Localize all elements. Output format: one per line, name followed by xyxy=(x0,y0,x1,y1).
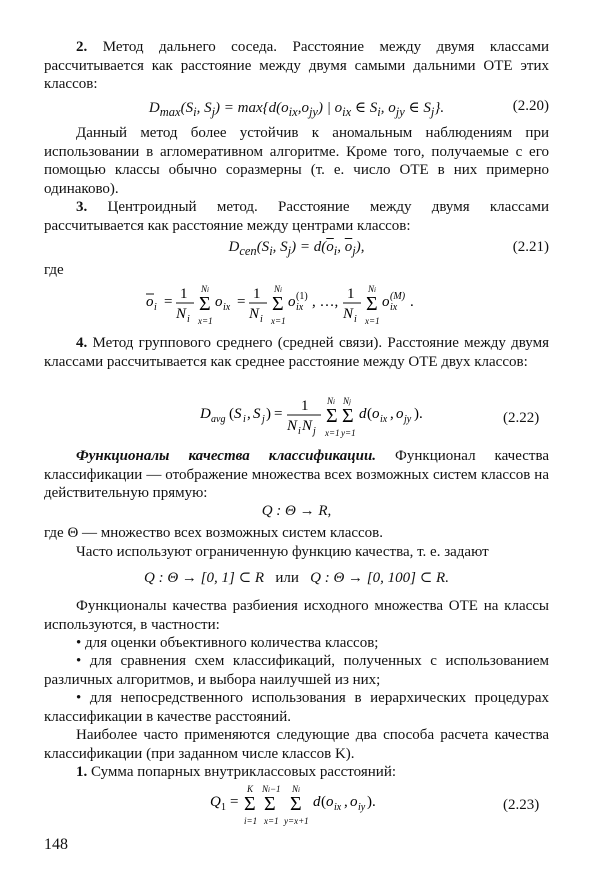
svg-text:Σ: Σ xyxy=(342,405,354,427)
svg-text:x=1: x=1 xyxy=(198,316,213,326)
svg-text:x=1: x=1 xyxy=(325,428,340,438)
equation-2-20 xyxy=(44,95,549,121)
bullet-text: • для сравнения схем классификаций, полученных с использованием различных алгоритмов, и выбора наилучшей из них; xyxy=(44,653,549,688)
svg-text:o: o xyxy=(215,294,223,310)
svg-text:N: N xyxy=(287,418,298,434)
item-number: 4. xyxy=(76,335,88,351)
equation-number: (2.20) xyxy=(512,98,549,114)
svg-text:S: S xyxy=(234,406,242,422)
svg-text:,: , xyxy=(344,794,348,810)
page-number: 148 xyxy=(44,836,68,853)
svg-text:S: S xyxy=(253,406,261,422)
svg-text:o: o xyxy=(396,406,404,422)
bullet-item xyxy=(44,634,549,653)
paragraph-text: Сумма попарных внутриклассовых расстояний: xyxy=(91,764,397,780)
svg-text:Ni: Ni xyxy=(201,284,209,294)
paragraph-text: Метод дальнего соседа. Расстояние между двумя классами рассчитывается как расстояние между двумя самыми дальними ОТЕ этих классов: xyxy=(44,39,549,92)
svg-text:N: N xyxy=(249,306,260,322)
svg-text:o: o xyxy=(146,294,154,310)
svg-text:N: N xyxy=(302,418,313,434)
paragraph-centroid xyxy=(44,198,549,235)
svg-text:avg: avg xyxy=(211,414,226,425)
paragraph-sum-distances xyxy=(44,763,549,782)
svg-text:x=1: x=1 xyxy=(271,316,286,326)
svg-text:Ni: Ni xyxy=(274,284,282,294)
svg-text:i: i xyxy=(154,302,157,313)
paragraph-quality-functionals xyxy=(44,447,549,503)
equation-2-21 xyxy=(44,236,549,262)
svg-text:o: o xyxy=(288,294,296,310)
paragraph-stability xyxy=(44,124,549,198)
svg-text:x=1: x=1 xyxy=(365,316,380,326)
svg-text:jy: jy xyxy=(404,414,412,425)
svg-text:Σ: Σ xyxy=(199,293,211,315)
svg-text:iy: iy xyxy=(358,802,366,813)
svg-text:K: K xyxy=(247,784,254,794)
bullet-item xyxy=(44,689,549,726)
svg-text:d: d xyxy=(313,794,321,810)
bullet-text: • для непосредственного использования в иерархических процедурах классификации в качестве расстояний. xyxy=(44,690,549,725)
equation-body: Q : Θ → R, xyxy=(261,503,332,519)
equation-2-22-body xyxy=(200,394,440,446)
svg-text:): ) xyxy=(266,406,271,422)
svg-text:,: , xyxy=(390,406,394,422)
paragraph-text: где Θ — множество всех возможных систем классов. xyxy=(44,525,384,541)
svg-text:Σ: Σ xyxy=(290,793,302,815)
svg-text:=: = xyxy=(237,294,246,310)
section-heading: Функционалы качества классификации. xyxy=(76,448,377,464)
svg-text:, …,: , …, xyxy=(312,294,339,310)
equation-centroid-definition xyxy=(140,282,470,336)
paragraph-text: Метод группового среднего (средней связи). Расстояние между двумя классами рассчитывается как среднее расстояние между ОТЕ двух классов: xyxy=(44,335,550,370)
svg-text:N: N xyxy=(176,306,187,322)
svg-text:ix: ix xyxy=(334,802,342,813)
svg-text:=: = xyxy=(274,406,283,422)
svg-text:,: , xyxy=(247,406,251,422)
svg-text:y=1: y=1 xyxy=(341,428,356,438)
svg-text:1: 1 xyxy=(253,286,261,302)
svg-text:1: 1 xyxy=(180,286,188,302)
bullet-text: • для оценки объективного количества классов; xyxy=(76,635,379,651)
paragraph-text: Функционал качества классификации — отображение множества всех возможных систем классов на действительную прямую: xyxy=(44,448,549,501)
svg-text:1: 1 xyxy=(221,802,226,813)
paragraph-methods xyxy=(44,726,549,763)
svg-text:Σ: Σ xyxy=(326,405,338,427)
svg-text:Σ: Σ xyxy=(264,793,276,815)
svg-text:N: N xyxy=(343,306,354,322)
svg-text:i: i xyxy=(298,426,301,437)
paragraph-far-neighbor xyxy=(44,38,549,94)
item-number: 3. xyxy=(76,199,88,215)
svg-text:j: j xyxy=(313,426,316,437)
svg-text:o: o xyxy=(382,294,390,310)
svg-text:=: = xyxy=(164,294,173,310)
svg-text:Σ: Σ xyxy=(272,293,284,315)
svg-text:Ni: Ni xyxy=(327,396,335,406)
paragraph-theta xyxy=(44,524,549,543)
svg-text:Σ: Σ xyxy=(366,293,378,315)
svg-text:ix: ix xyxy=(380,414,388,425)
svg-text:Nj: Nj xyxy=(343,396,351,406)
svg-text:o: o xyxy=(326,794,334,810)
equation-q-bounded xyxy=(44,565,549,591)
svg-text:i: i xyxy=(354,314,357,325)
svg-text:Q: Q xyxy=(210,794,221,810)
svg-text:Ni−1: Ni−1 xyxy=(262,784,281,794)
svg-text:(M): (M) xyxy=(390,291,406,302)
paragraph-text: Центроидный метод. Расстояние между двумя классами рассчитывается как расстояние между центрами классов: xyxy=(44,199,549,234)
equation-body: Q : Θ → [0, 1] ⊂ R или Q : Θ → [0, 100] ⊂ R. xyxy=(144,570,449,586)
label-where: где xyxy=(44,262,64,278)
paragraph-text: Наиболее часто применяются следующие два способа расчета качества классификации (при заданном числе классов K). xyxy=(44,727,549,762)
svg-text:ix: ix xyxy=(390,302,398,313)
svg-text:j: j xyxy=(262,414,265,425)
paragraph-usage xyxy=(44,597,549,634)
item-number: 1. xyxy=(76,764,88,780)
svg-text:Σ: Σ xyxy=(244,793,256,815)
svg-text:.: . xyxy=(410,294,414,310)
svg-text:i: i xyxy=(260,314,263,325)
svg-text:1: 1 xyxy=(301,398,309,414)
equation-number: (2.21) xyxy=(512,239,549,255)
paragraph-text: Данный метод более устойчив к аномальным наблюдениям при использовании в агломеративном алгоритме. Кроме того, получаемые с его помощью классы обычно соразмерны (т. е. число ОТЕ в них примерно одинаково). xyxy=(44,125,549,197)
equation-body: $D_{cen}(S_i$, $S_j) = d(\overline{o}_i$, $\overline{o}_j$), xyxy=(228,239,365,258)
equation-number: (2.23) xyxy=(503,797,540,813)
paragraph-group-average xyxy=(44,334,549,371)
equation-2-23-body xyxy=(210,782,430,832)
svg-text:i=1: i=1 xyxy=(244,816,258,826)
svg-text:(: ( xyxy=(367,406,372,422)
svg-text:i: i xyxy=(187,314,190,325)
svg-text:ix: ix xyxy=(296,302,304,313)
svg-text:Ni: Ni xyxy=(292,784,300,794)
svg-text:i: i xyxy=(243,414,246,425)
paragraph-bounded xyxy=(44,543,549,562)
svg-text:D: D xyxy=(200,406,211,422)
equation-number: (2.22) xyxy=(503,410,540,426)
svg-text:1: 1 xyxy=(347,286,355,302)
svg-text:).: ). xyxy=(367,794,376,810)
svg-text:(1): (1) xyxy=(296,291,308,302)
equation-q-mapping xyxy=(44,500,549,526)
svg-text:(: ( xyxy=(321,794,326,810)
bullet-item xyxy=(44,652,549,689)
svg-text:d: d xyxy=(359,406,367,422)
svg-text:y=x+1: y=x+1 xyxy=(284,816,309,826)
paragraph-text: Часто используют ограниченную функцию качества, т. е. задают xyxy=(76,544,489,560)
svg-text:(: ( xyxy=(229,406,234,422)
svg-text:o: o xyxy=(350,794,358,810)
svg-text:Ni: Ni xyxy=(368,284,376,294)
svg-text:x=1: x=1 xyxy=(264,816,279,826)
svg-text:=: = xyxy=(230,794,239,810)
svg-text:ix: ix xyxy=(223,302,231,313)
paragraph-text: Функционалы качества разбиения исходного множества ОТЕ на классы используются, в частности: xyxy=(44,598,549,633)
svg-text:).: ). xyxy=(414,406,423,422)
item-number: 2. xyxy=(76,39,88,55)
equation-body: $D_{max}(S_i$, $S_j) = \max\{d(o_{ix},o_{jy})$ | $o_{ix}$ ∈ $S_i$, $o_{jy}$ ∈ $S_j$}. xyxy=(148,100,445,119)
svg-text:o: o xyxy=(372,406,380,422)
